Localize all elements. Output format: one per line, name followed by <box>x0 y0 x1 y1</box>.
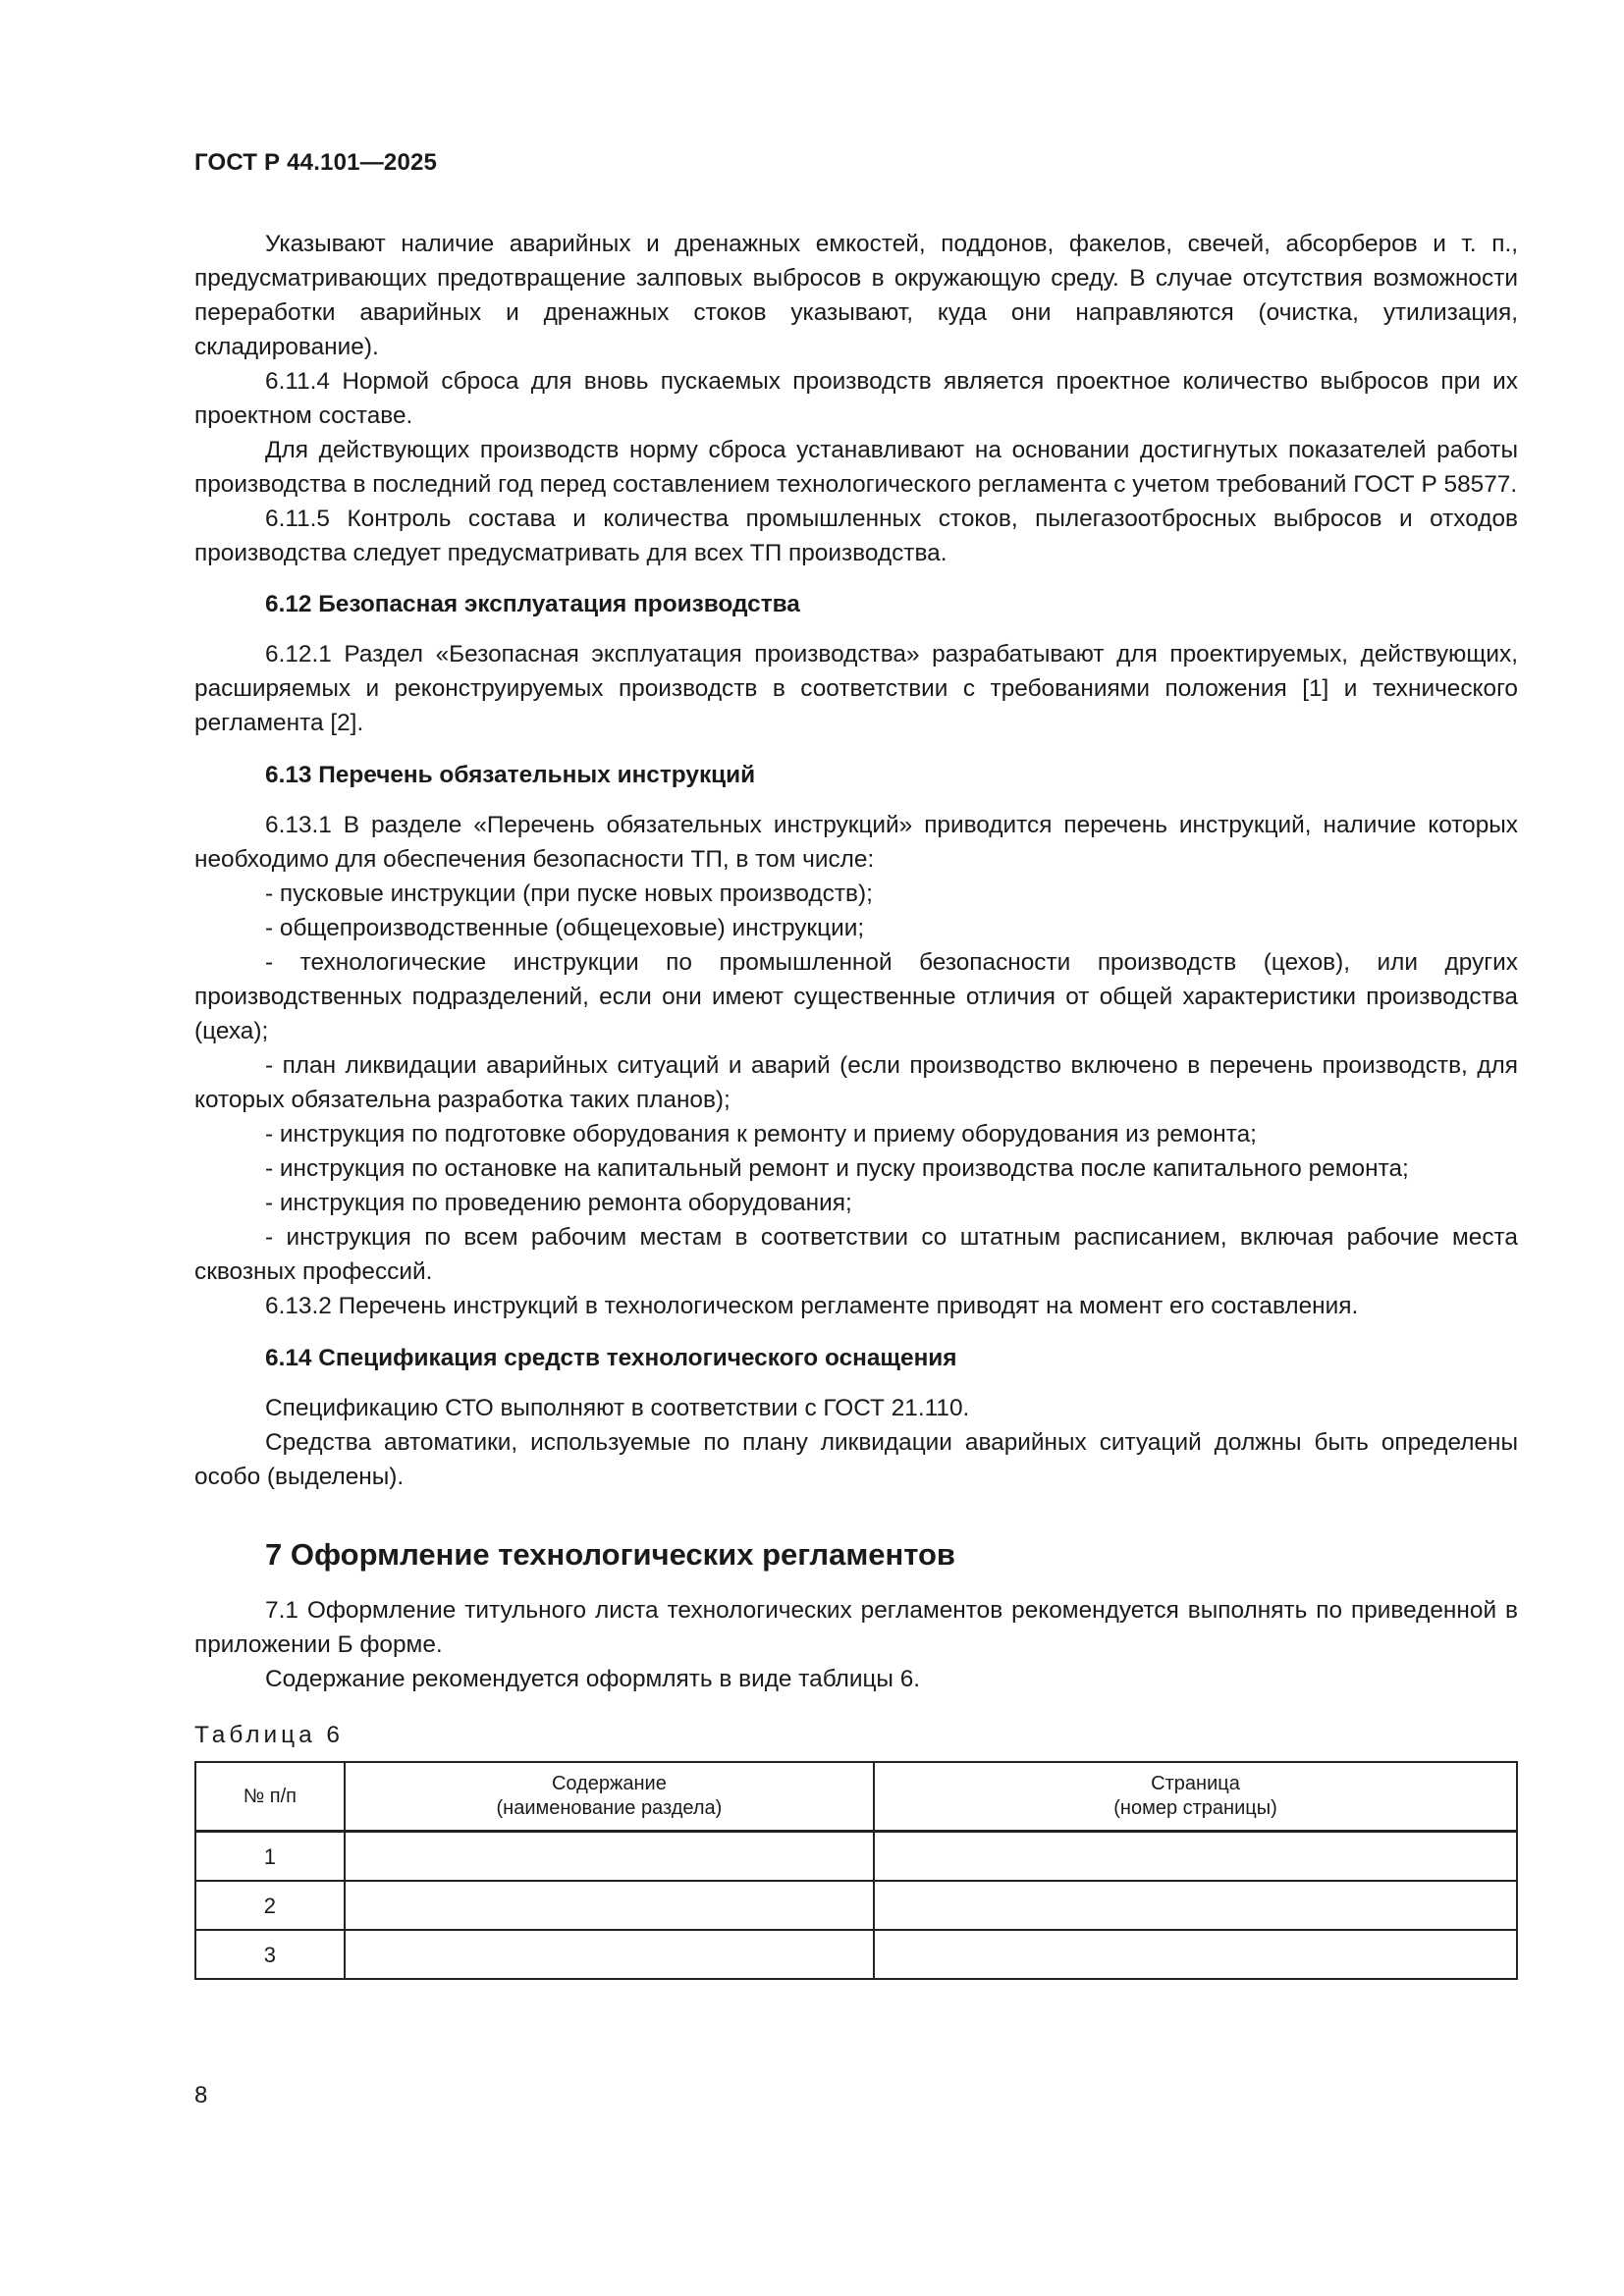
paragraph-6-13-1: 6.13.1 В разделе «Перечень обязательных инструкций» приводится перечень инструкций, наличие которых необходимо для обеспечения безопасности ТП, в том числе: <box>194 812 1518 873</box>
cell-page <box>874 1930 1517 1979</box>
paragraph-automation: Средства автоматики, используемые по плану ликвидации аварийных ситуаций должны быть определены особо (выделены). <box>194 1429 1518 1490</box>
heading-6-14: 6.14 Спецификация средств технологического оснащения <box>265 1345 957 1371</box>
column-header-page-subtitle: (номер страницы) <box>1113 1797 1277 1819</box>
column-header-page <box>874 1762 1517 1832</box>
list-item: - план ликвидации аварийных ситуаций и аварий (если производство включено в перечень производств, для которых обязательна разработка таких планов); <box>194 1052 1518 1113</box>
paragraph-existing-production: Для действующих производств норму сброса устанавливают на основании достигнутых показателей работы производства в последний год перед составлением технологического регламента с учетом требований ГОСТ Р 58577. <box>194 437 1518 498</box>
column-header-content-title: Содержание <box>551 1773 667 1794</box>
table-header-row <box>195 1762 1517 1832</box>
paragraph-emergency-tanks: Указывают наличие аварийных и дренажных емкостей, поддонов, факелов, свечей, абсорберов и т. п., предусматривающих предотвращение залповых выбросов в окружающую среду. В случае отсутствия возможности переработки аварийных и дренажных стоков указывают, куда они направляются (очистка, утилизация, складирование). <box>194 231 1518 360</box>
list-item: - инструкция по всем рабочим местам в соответствии со штатным расписанием, включая рабочие места сквозных профессий. <box>194 1224 1518 1285</box>
table-row <box>195 1832 1517 1882</box>
list-item: - инструкция по остановке на капитальный ремонт и пуску производства после капитального ремонта; <box>265 1155 1409 1182</box>
cell-page <box>874 1832 1517 1882</box>
table-row <box>195 1881 1517 1930</box>
column-header-content-subtitle: (наименование раздела) <box>496 1797 723 1819</box>
heading-6-12: 6.12 Безопасная эксплуатация производства <box>265 591 800 617</box>
heading-section-7: 7 Оформление технологических регламентов <box>265 1537 955 1572</box>
table-6 <box>194 1761 1518 1980</box>
paragraph-contents-format: Содержание рекомендуется оформлять в виде таблицы 6. <box>265 1666 921 1692</box>
table-caption: Таблица 6 <box>194 1722 344 1748</box>
list-item: - технологические инструкции по промышленной безопасности производств (цехов), или других производственных подразделений, если они имеют существенные отличия от общей характеристики производства (цеха); <box>194 949 1518 1044</box>
cell-content <box>345 1930 874 1979</box>
paragraph-6-13-2: 6.13.2 Перечень инструкций в технологическом регламенте приводят на момент его составления. <box>265 1293 1359 1319</box>
cell-number: 3 <box>195 1930 345 1979</box>
cell-content <box>345 1832 874 1882</box>
list-item: - пусковые инструкции (при пуске новых производств); <box>265 881 873 907</box>
table-row <box>195 1930 1517 1979</box>
list-item: - общепроизводственные (общецеховые) инструкции; <box>265 915 865 941</box>
heading-6-13: 6.13 Перечень обязательных инструкций <box>265 762 756 788</box>
cell-number: 1 <box>195 1832 345 1882</box>
paragraph-6-11-5: 6.11.5 Контроль состава и количества промышленных стоков, пылегазоотбросных выбросов и отходов производства следует предусматривать для всех ТП производства. <box>194 506 1518 566</box>
cell-number: 2 <box>195 1881 345 1930</box>
list-item: - инструкция по подготовке оборудования к ремонту и приему оборудования из ремонта; <box>265 1121 1257 1148</box>
column-header-page-title: Страница <box>1151 1773 1240 1794</box>
paragraph-6-11-4: 6.11.4 Нормой сброса для вновь пускаемых производств является проектное количество выбросов при их проектном составе. <box>194 368 1518 429</box>
page-body <box>194 227 1518 1980</box>
paragraph-sto-spec: Спецификацию СТО выполняют в соответствии с ГОСТ 21.110. <box>265 1395 970 1421</box>
cell-content <box>345 1881 874 1930</box>
column-header-number: № п/п <box>195 1762 345 1832</box>
list-item: - инструкция по проведению ремонта оборудования; <box>265 1190 852 1216</box>
page-number: 8 <box>194 2082 208 2109</box>
cell-page <box>874 1881 1517 1930</box>
column-header-content <box>345 1762 874 1832</box>
paragraph-7-1: 7.1 Оформление титульного листа технологических регламентов рекомендуется выполнять по приведенной в приложении Б форме. <box>194 1597 1518 1658</box>
document-code-header: ГОСТ Р 44.101—2025 <box>194 149 438 176</box>
paragraph-6-12-1: 6.12.1 Раздел «Безопасная эксплуатация производства» разрабатывают для проектируемых, действующих, расширяемых и реконструируемых производств в соответствии с требованиями положения [1] и технического регламента [2]. <box>194 641 1518 736</box>
